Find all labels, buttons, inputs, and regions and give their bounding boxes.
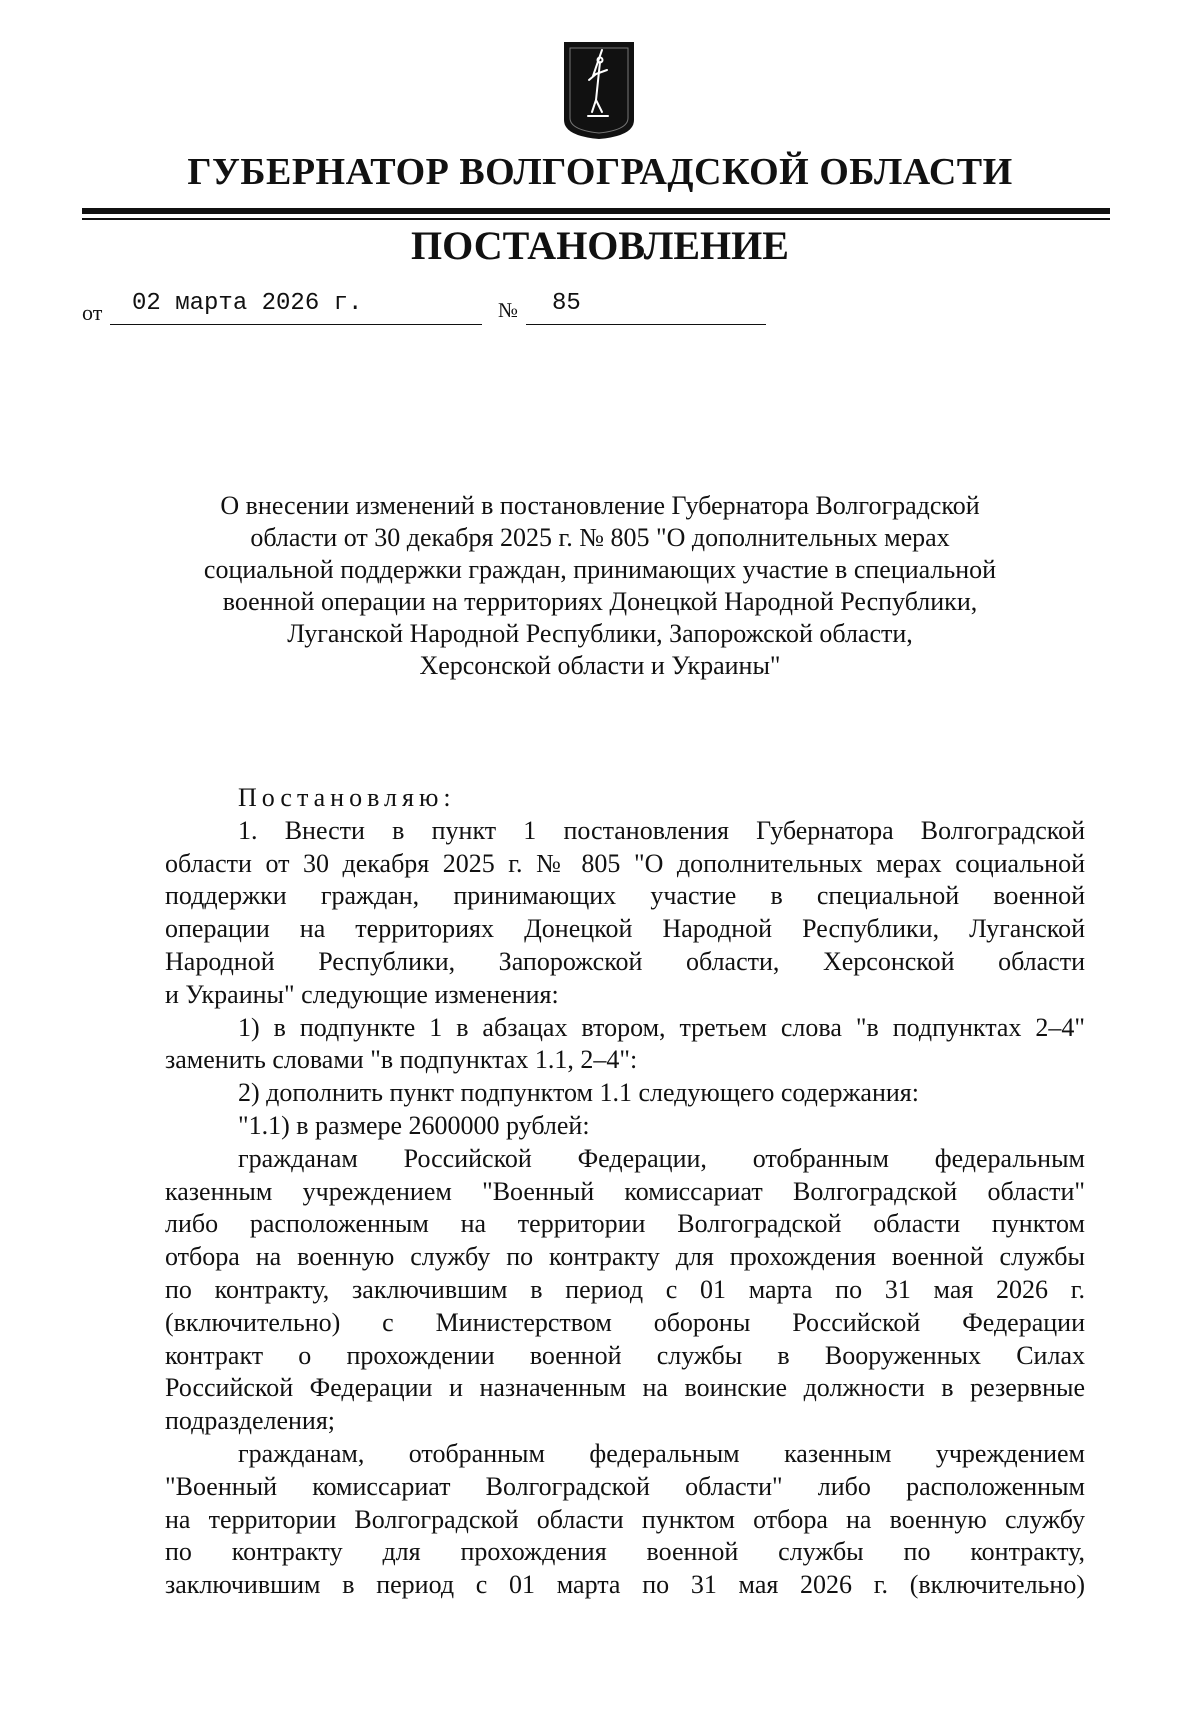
date-label: от	[82, 300, 103, 325]
issuing-authority: ГУБЕРНАТОР ВОЛГОГРАДСКОЙ ОБЛАСТИ	[187, 151, 1013, 193]
document-type-title: ПОСТАНОВЛЕНИЕ	[411, 223, 789, 268]
number-underline	[526, 324, 766, 325]
date-underline	[110, 324, 482, 325]
subject-line: Луганской Народной Республики, Запорожской области,	[287, 619, 913, 648]
coat-of-arms-emblem	[562, 40, 636, 140]
body-line: гражданам, отобранным федеральным казенным учреждением	[238, 1438, 1085, 1468]
date-value: 02 марта 2026 г.	[132, 290, 363, 317]
body-line: поддержки граждан, принимающих участие в специальной военной	[165, 881, 1085, 911]
body-line: гражданам Российской Федерации, отобранным федеральным	[238, 1143, 1085, 1173]
body-line: 1. Внести в пункт 1 постановления Губернатора Волгоградской	[238, 815, 1085, 845]
body-line: "Военный комиссариат Волгоградской области" либо расположенным	[165, 1471, 1085, 1501]
body-line: контракт о прохождении военной службы в Вооруженных Силах	[165, 1340, 1085, 1370]
body-line: по контракту для прохождения военной службы по контракту,	[165, 1537, 1085, 1567]
date-number-row	[82, 290, 782, 330]
subject-line: Херсонской области и Украины"	[419, 651, 781, 680]
body-line: по контракту, заключившим в период с 01 марта по 31 мая 2026 г.	[165, 1274, 1085, 1304]
body-line: подразделения;	[165, 1406, 336, 1436]
body-line: "1.1) в размере 2600000 рублей:	[238, 1110, 590, 1140]
body-line: области от 30 декабря 2025 г. № 805 "О дополнительных мерах социальной	[165, 848, 1085, 878]
body-line: Народной Республики, Запорожской области, Херсонской области	[165, 946, 1085, 976]
subject-line: области от 30 декабря 2025 г. № 805 "О дополнительных мерах	[250, 523, 950, 552]
body-line: отбора на военную службу по контракту для прохождения военной службы	[165, 1242, 1085, 1272]
number-value: 85	[552, 290, 581, 317]
header-rule-thick	[82, 208, 1110, 214]
subject-line: военной операции на территориях Донецкой Народной Республики,	[222, 587, 978, 616]
document-subject	[150, 490, 1050, 682]
document-body	[165, 782, 1085, 1602]
body-line: Российской Федерации и назначенным на воинские должности в резервные	[165, 1373, 1085, 1403]
body-line: либо расположенным на территории Волгоградской области пунктом	[165, 1209, 1085, 1239]
body-line: заключившим в период с 01 марта по 31 мая 2026 г. (включительно)	[165, 1570, 1085, 1600]
subject-line: О внесении изменений в постановление Губернатора Волгоградской	[220, 491, 980, 520]
subject-line: социальной поддержки граждан, принимающих участие в специальной	[203, 555, 997, 584]
decree-word: Постановляю:	[238, 783, 456, 812]
body-line: 1) в подпункте 1 в абзацах втором, третьем слова "в подпунктах 2–4"	[238, 1012, 1085, 1042]
body-line: казенным учреждением "Военный комиссариат Волгоградской области"	[165, 1176, 1085, 1206]
body-line: заменить словами "в подпунктах 1.1, 2–4":	[165, 1045, 638, 1075]
body-line: на территории Волгоградской области пунктом отбора на военную службу	[165, 1504, 1085, 1534]
number-label: №	[498, 298, 519, 322]
body-line: и Украины" следующие изменения:	[165, 979, 559, 1009]
body-line: (включительно) с Министерством обороны Российской Федерации	[165, 1307, 1085, 1337]
header-rule-thin	[82, 218, 1110, 220]
body-line: операции на территориях Донецкой Народной Республики, Луганской	[165, 914, 1085, 944]
body-line: 2) дополнить пункт подпунктом 1.1 следующего содержания:	[238, 1078, 919, 1108]
